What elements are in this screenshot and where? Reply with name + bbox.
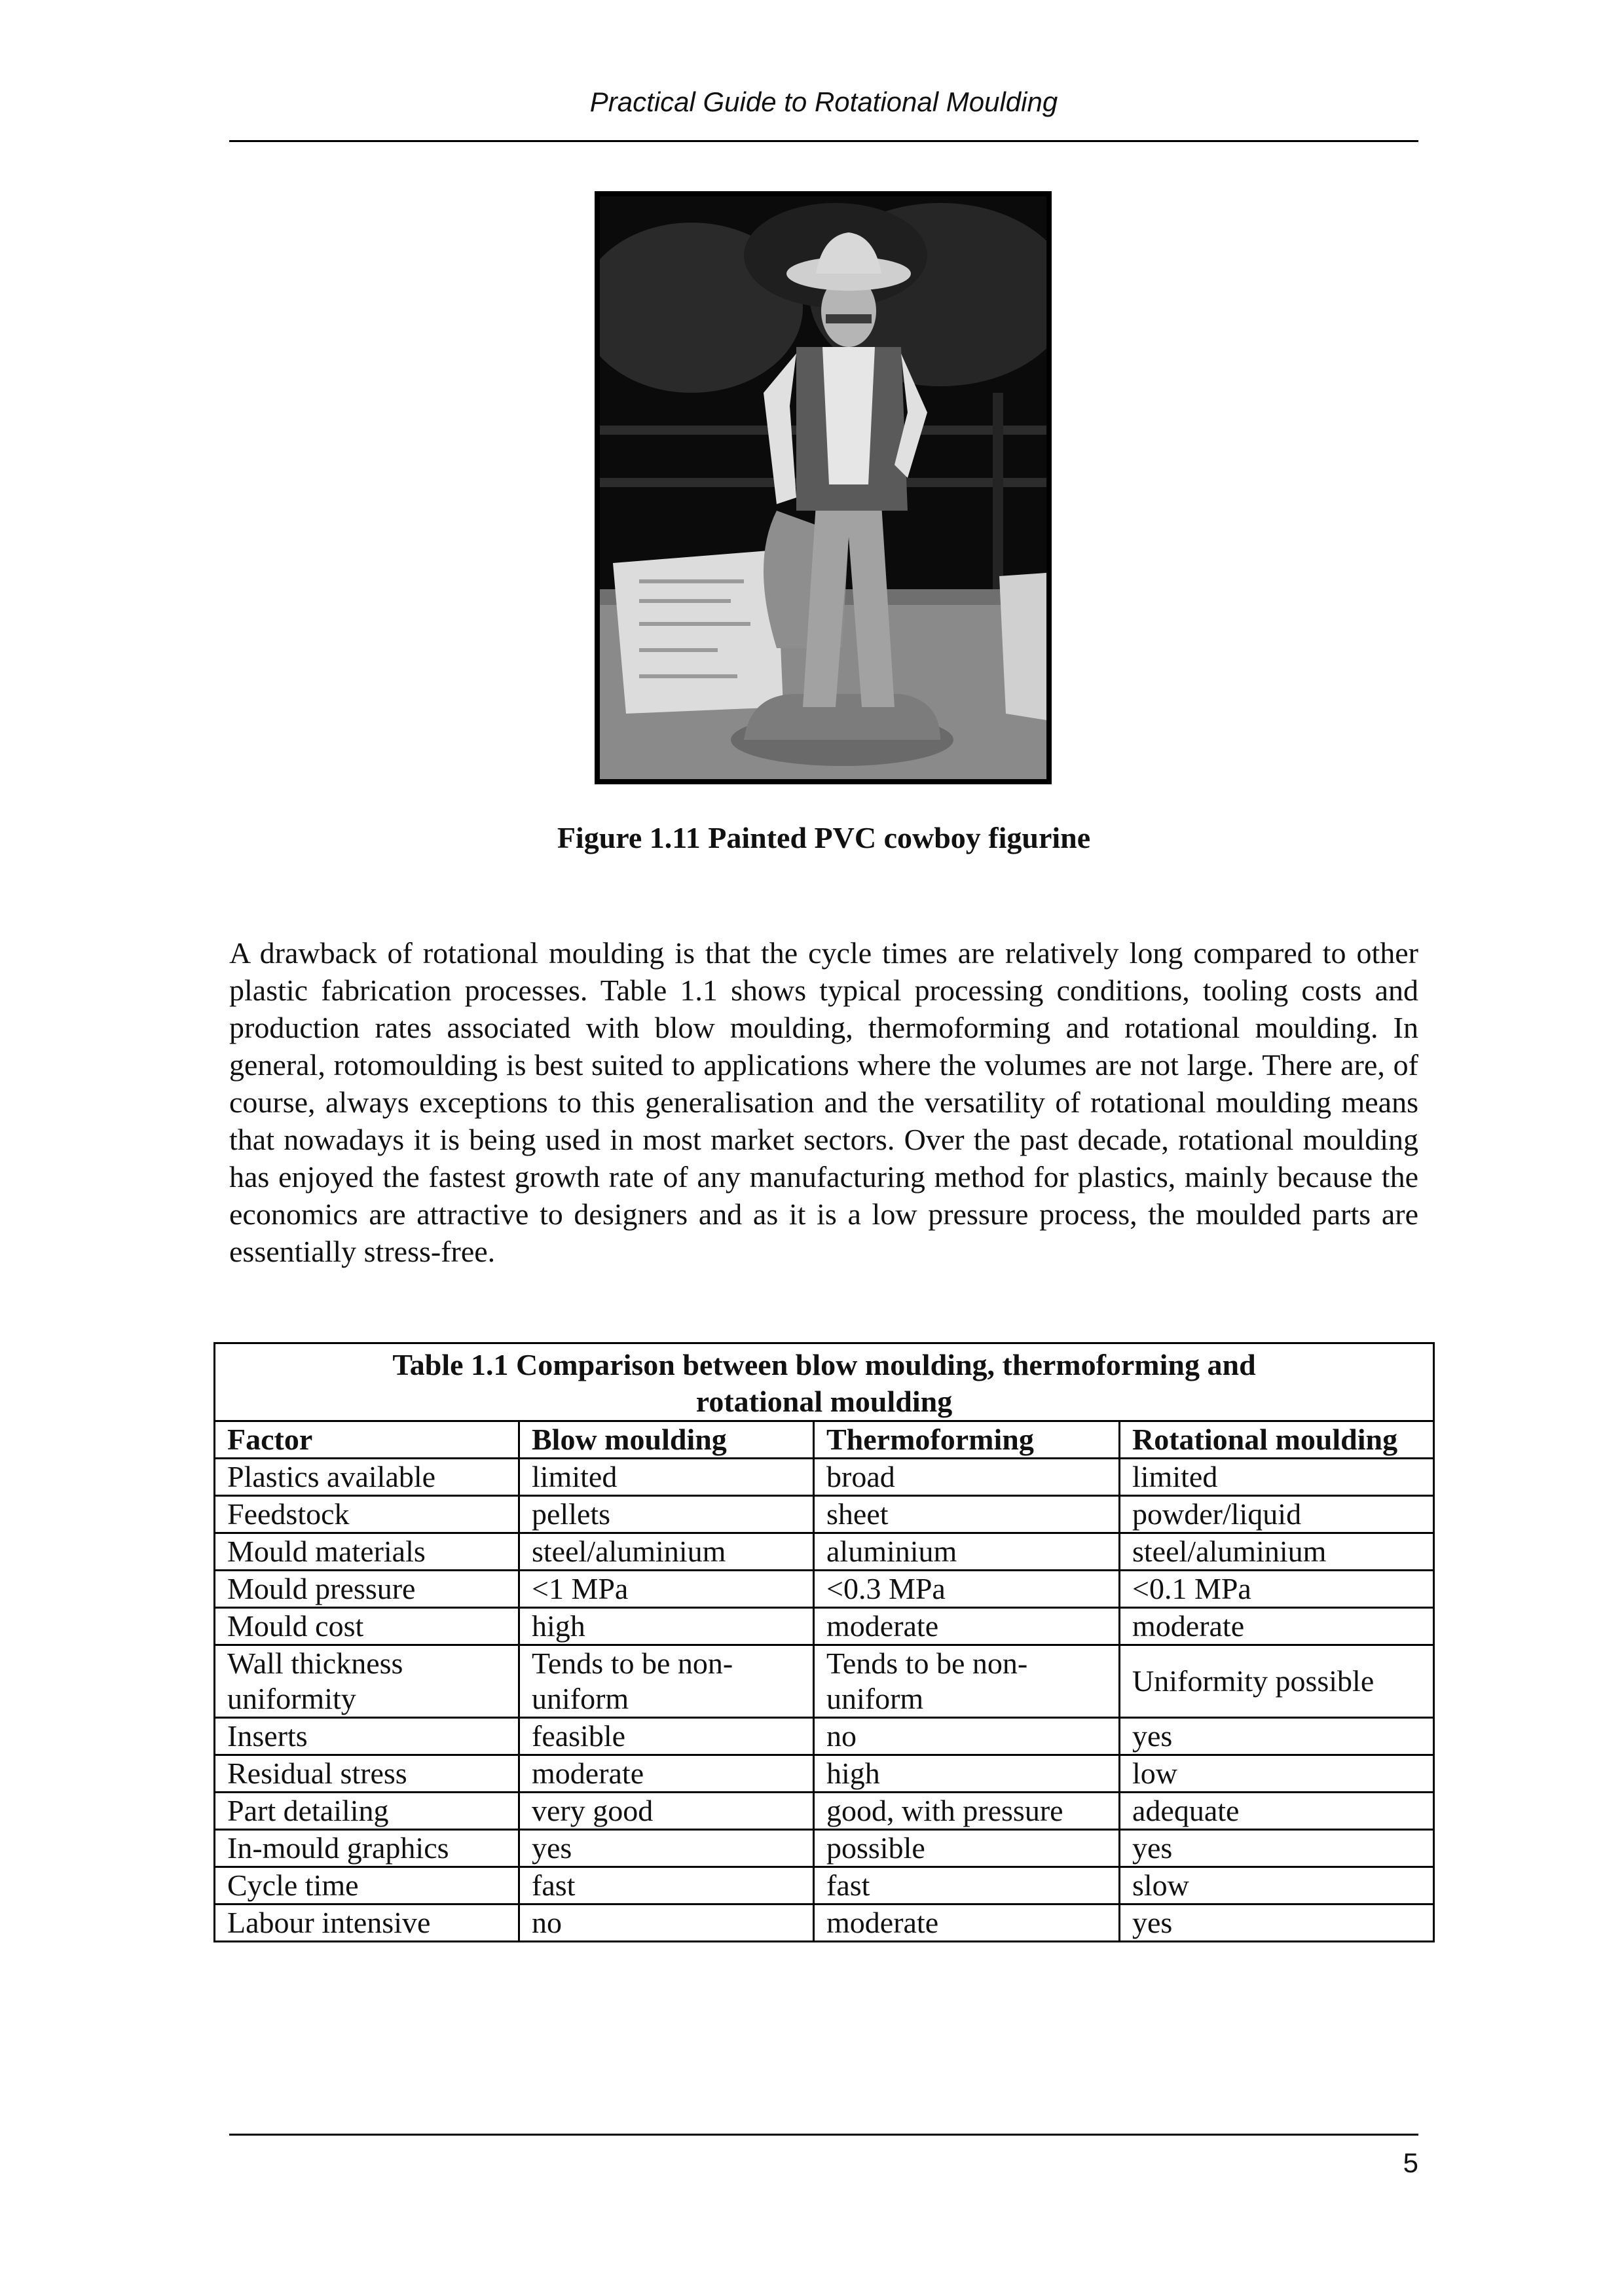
body-paragraph: A drawback of rotational moulding is that the cycle times are relatively long compared to other plastic fabrication processes. Table 1.1 shows typical processing conditions, tooling costs and production rates associated with blow moulding, thermoforming and rotational moulding. In general, rotomoulding is best suited to applications where the volumes are not large. There are, of course, always exceptions to this generalisation and the versatility of rotational moulding means that nowadays it is being used in most market sectors. Over the past decade, rotational moulding has enjoyed the fastest growth rate of any manufacturing method for plastics, mainly because the economics are attractive to designers and as it is a low pressure process, the moulded parts are essentially stress-free. (229, 936, 1418, 1268)
table-cell: moderate (519, 1755, 814, 1793)
table-row (215, 1755, 1434, 1793)
table-row (215, 1533, 1434, 1571)
table-cell: Mould cost (215, 1608, 519, 1645)
table-row (215, 1793, 1434, 1830)
table-row (215, 1608, 1434, 1645)
table-header-row (215, 1421, 1434, 1459)
table-cell: Tends to be non-uniform (519, 1645, 814, 1718)
comparison-table (213, 1342, 1435, 1942)
table-cell: moderate (814, 1608, 1120, 1645)
table-cell: broad (814, 1459, 1120, 1496)
table-cell: Wall thickness uniformity (215, 1645, 519, 1718)
table-cell: Part detailing (215, 1793, 519, 1830)
table-row (215, 1904, 1434, 1942)
table-cell: high (519, 1608, 814, 1645)
table-row (215, 1867, 1434, 1904)
table-cell: adequate (1120, 1793, 1434, 1830)
table-cell: feasible (519, 1718, 814, 1755)
table-row (215, 1645, 1434, 1718)
table-cell: <1 MPa (519, 1571, 814, 1608)
table-cell: pellets (519, 1496, 814, 1533)
table-cell: Tends to be non-uniform (814, 1645, 1120, 1718)
table-cell: moderate (814, 1904, 1120, 1942)
table-row (215, 1830, 1434, 1867)
header-factor: Factor (215, 1421, 519, 1459)
table-cell: high (814, 1755, 1120, 1793)
figure-photo (595, 191, 1052, 784)
table-cell: low (1120, 1755, 1434, 1793)
table-cell: very good (519, 1793, 814, 1830)
table-cell: Mould materials (215, 1533, 519, 1571)
table-row (215, 1718, 1434, 1755)
table-cell: Inserts (215, 1718, 519, 1755)
header-thermoforming: Thermoforming (814, 1421, 1120, 1459)
table-cell: powder/liquid (1120, 1496, 1434, 1533)
header-rotational-moulding: Rotational moulding (1120, 1421, 1434, 1459)
figure-caption: Figure 1.11 Painted PVC cowboy figurine (557, 821, 1091, 854)
table-cell: Plastics available (215, 1459, 519, 1496)
page-number: 5 (1403, 2147, 1418, 2178)
table-cell: Cycle time (215, 1867, 519, 1904)
table-cell: limited (519, 1459, 814, 1496)
table-cell: yes (519, 1830, 814, 1867)
table-cell: Uniformity possible (1120, 1645, 1434, 1718)
table-cell: moderate (1120, 1608, 1434, 1645)
table-cell: yes (1120, 1830, 1434, 1867)
running-header: Practical Guide to Rotational Moulding (589, 86, 1058, 117)
table-cell: yes (1120, 1718, 1434, 1755)
table-row (215, 1496, 1434, 1533)
table-row (215, 1571, 1434, 1608)
table-cell: Residual stress (215, 1755, 519, 1793)
table-cell: Feedstock (215, 1496, 519, 1533)
table-cell: no (814, 1718, 1120, 1755)
header-rule (229, 140, 1418, 142)
table-cell: aluminium (814, 1533, 1120, 1571)
header-blow-moulding: Blow moulding (519, 1421, 814, 1459)
table-row (215, 1459, 1434, 1496)
table-cell: sheet (814, 1496, 1120, 1533)
table-cell: good, with pressure (814, 1793, 1120, 1830)
table-cell: yes (1120, 1904, 1434, 1942)
table-cell: no (519, 1904, 814, 1942)
table-cell: fast (519, 1867, 814, 1904)
footer-rule (229, 2134, 1418, 2136)
table-cell: limited (1120, 1459, 1434, 1496)
table-cell: Mould pressure (215, 1571, 519, 1608)
table-caption (215, 1343, 1434, 1421)
table-caption-text: Table 1.1 Comparison between blow moulding, thermoforming and rotational moulding (392, 1348, 1256, 1418)
table-cell: possible (814, 1830, 1120, 1867)
table-caption-row (215, 1343, 1434, 1421)
cowboy-figurine-photo (600, 196, 1046, 779)
table-cell: In-mould graphics (215, 1830, 519, 1867)
table-cell: slow (1120, 1867, 1434, 1904)
table-cell: <0.3 MPa (814, 1571, 1120, 1608)
table-cell: <0.1 MPa (1120, 1571, 1434, 1608)
table-cell: steel/aluminium (519, 1533, 814, 1571)
table-cell: steel/aluminium (1120, 1533, 1434, 1571)
table-cell: Labour intensive (215, 1904, 519, 1942)
table-cell: fast (814, 1867, 1120, 1904)
